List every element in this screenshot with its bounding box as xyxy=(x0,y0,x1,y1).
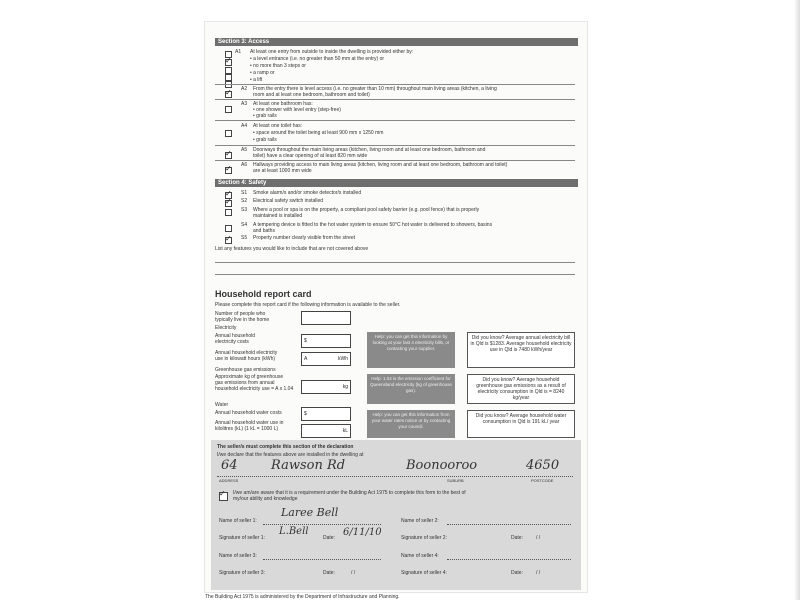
item-s1-text: Smoke alarm/s and/or smoke detector/s installed xyxy=(253,190,362,196)
elec-use-input[interactable] xyxy=(301,352,351,366)
help-box-gas: Help: 1.04 is the emission coefficient for Queensland electricity (kg of greenhouse gas). xyxy=(367,374,455,404)
elec-cost-input[interactable] xyxy=(301,334,351,348)
date-seller-4-value[interactable]: / / xyxy=(536,570,541,576)
name-seller-1-value[interactable]: Laree Bell xyxy=(281,506,339,519)
item-a3-text-2: • one shower with level entry (step-free) xyxy=(253,107,341,113)
gas-label-1: Approximate kg of greenhouse xyxy=(215,374,284,380)
item-a1-lift: • a lift xyxy=(250,77,263,83)
did-you-know-electricity: Did you know? Average annual electricity bill in Qld is $1283. Average household electricity use in Qld is 7480 kWh/year xyxy=(467,332,575,368)
name-seller-4-line[interactable] xyxy=(447,559,571,560)
date-seller-1-value[interactable]: 6/11/10 xyxy=(343,527,382,538)
water-header: Water xyxy=(215,402,229,408)
people-label-2: typically live in the home xyxy=(215,317,270,323)
item-s4-code: S4 xyxy=(241,222,248,228)
checkbox-s5[interactable] xyxy=(225,237,232,244)
declaration-text: I/we declare that the features above are installed in the dwelling at xyxy=(217,452,364,458)
signature-seller-4-label: Signature of seller 4: xyxy=(401,570,447,576)
gas-unit: kg xyxy=(342,384,348,390)
item-a4-text-3: • grab rails xyxy=(253,137,277,143)
elec-use-prefix: A xyxy=(304,356,308,362)
checkbox-s4[interactable] xyxy=(225,225,232,232)
suburb-caption: SUBURB xyxy=(447,478,464,483)
item-s3-code: S3 xyxy=(241,207,248,213)
water-cost-label: Annual household water costs xyxy=(215,410,282,416)
declaration-section xyxy=(211,440,581,590)
water-currency: $ xyxy=(304,411,307,417)
item-s4-text-2: and baths xyxy=(253,228,275,234)
address-suburb[interactable]: Boonooroo xyxy=(406,458,478,473)
gas-input[interactable] xyxy=(301,380,351,394)
name-seller-2-label: Name of seller 2: xyxy=(401,518,439,524)
checkbox-s2[interactable] xyxy=(225,200,232,207)
checkbox-a2[interactable] xyxy=(225,91,232,98)
date-seller-1-label: Date: xyxy=(323,535,335,541)
gas-label-3: household electricity use = A x 1.04 xyxy=(215,386,294,392)
address-postcode[interactable]: 4650 xyxy=(526,458,560,473)
footer-note: The Building Act 1975 is administered by the Department of Infrastructure and Planning. xyxy=(205,594,400,600)
item-s5-text: Property number clearly visible from the street xyxy=(253,235,355,241)
item-s4-text-1: A tempering device is fitted to the hot water system to ensure 50°C hot water is delivered to showers, basins xyxy=(253,222,493,228)
item-a6-text-2: are at least 1000 mm wide xyxy=(253,168,312,174)
item-s3-text-1: Where a pool or spa is on the property, a compliant pool safety barrier (e.g. pool fence) that is properly xyxy=(253,207,480,213)
report-card-title: Household report card xyxy=(215,289,312,299)
help-box-electricity: Help: you can get this information by looking at your last 4 electricity bills, or contacting your supplier. xyxy=(367,332,455,368)
signature-seller-1-value[interactable]: L.Bell xyxy=(279,526,309,537)
item-a2-text-2: room and at least one bedroom, bathroom and toilet) xyxy=(253,92,370,98)
report-card-intro: Please complete this report card if the following information is available to the seller. xyxy=(215,302,401,308)
checkbox-a1-steps[interactable] xyxy=(225,67,232,74)
date-seller-4-label: Date: xyxy=(511,570,523,576)
item-a1-text: At least one entry from outside to inside the dwelling is provided either by: xyxy=(250,49,414,55)
name-seller-2-line[interactable] xyxy=(447,524,571,525)
item-a3-code: A3 xyxy=(241,101,248,107)
help-box-water: Help: you can get this information from your water rates notice or by contacting your council. xyxy=(367,410,455,438)
postcode-caption: POSTCODE xyxy=(531,478,554,483)
signature-seller-3-label: Signature of seller 3: xyxy=(219,570,265,576)
features-line-1[interactable] xyxy=(215,262,575,263)
name-seller-1-line xyxy=(263,524,381,525)
date-seller-2-label: Date: xyxy=(511,535,523,541)
checkbox-a4[interactable] xyxy=(225,130,232,137)
item-s2-text: Electrical safety switch installed xyxy=(253,198,324,204)
divider xyxy=(215,84,575,85)
item-a3-text-3: • grab rails xyxy=(253,113,277,119)
item-a6-code: A6 xyxy=(241,162,248,168)
item-a5-text-2: toilet) have a clear opening of at least 820 mm wide xyxy=(253,153,368,159)
item-a5-text-1: Doorways throughout the main living areas (kitchen, living room and at least one bedroom, bathroom and xyxy=(253,147,486,153)
elec-use-unit: kWh xyxy=(338,356,348,362)
item-a2-code: A2 xyxy=(241,86,248,92)
item-a1-steps: • no more than 3 steps or xyxy=(250,63,306,69)
item-s1-code: S1 xyxy=(241,190,248,196)
checkbox-a1-level-entrance[interactable] xyxy=(225,59,232,66)
date-seller-3-value[interactable]: / / xyxy=(351,570,356,576)
address-caption: ADDRESS xyxy=(219,478,239,483)
aware-checkbox[interactable] xyxy=(219,492,228,501)
item-s3-text-2: maintained is installed xyxy=(253,213,303,219)
address-number[interactable]: 64 xyxy=(221,458,238,473)
water-use-label-1: Annual household water use in xyxy=(215,420,284,426)
address-street[interactable]: Rawson Rd xyxy=(271,458,346,473)
water-cost-input[interactable] xyxy=(301,407,351,421)
item-a1-ramp: • a ramp or xyxy=(250,70,275,76)
currency-symbol: $ xyxy=(304,338,307,344)
section-4-header: Section 4: Safety xyxy=(215,179,578,187)
section-3-header: Section 3: Access xyxy=(215,38,578,46)
water-use-label-2: kilolitres (kL) (1 kL = 1000 L) xyxy=(215,426,279,432)
people-count-input[interactable] xyxy=(301,311,351,325)
item-a1-level-entrance: • a level entrance (i.e. no greater than 50 mm at the entry) or xyxy=(250,56,385,62)
declaration-header: The seller/s must complete this section of the declaration xyxy=(217,444,354,450)
item-a2-text-1: From the entry there is level access (i.e. no greater than 10 mm) throughout main living areas (kitchen, a living xyxy=(253,86,497,92)
did-you-know-gas: Did you know? Average household greenhouse gas emissions as a result of electricity consumption in Qld is = 8240 kg/year xyxy=(467,374,575,404)
item-a1-code: A1 xyxy=(235,49,242,55)
elec-use-label-2: use in kilowatt hours (kWh) xyxy=(215,356,276,362)
water-use-input[interactable] xyxy=(301,424,351,438)
name-seller-1-label: Name of seller 1: xyxy=(219,518,257,524)
elec-cost-label-2: electricity costs xyxy=(215,339,249,345)
name-seller-3-line[interactable] xyxy=(263,559,381,560)
features-line-2[interactable] xyxy=(215,274,575,275)
people-label-1: Number of people who xyxy=(215,311,266,317)
elec-cost-label-1: Annual household xyxy=(215,333,256,339)
gas-header: Greenhouse gas emissions xyxy=(215,367,276,373)
name-seller-3-label: Name of seller 3: xyxy=(219,553,257,559)
elec-use-label-1: Annual household electricity xyxy=(215,350,278,356)
gas-label-2: gas emissions from annual xyxy=(215,380,275,386)
date-seller-3-label: Date: xyxy=(323,570,335,576)
did-you-know-water: Did you know? Average household water consumption in Qld is 191 kL/ year xyxy=(467,410,575,438)
name-seller-4-label: Name of seller 4: xyxy=(401,553,439,559)
item-s2-code: S2 xyxy=(241,198,248,204)
date-seller-2-value[interactable]: / / xyxy=(536,535,541,541)
scan-edge xyxy=(794,0,800,600)
address-line xyxy=(217,476,573,477)
water-use-unit: kL xyxy=(342,428,348,434)
checkbox-a6[interactable] xyxy=(225,167,232,174)
scanned-form-page xyxy=(205,22,587,600)
item-a4-code: A4 xyxy=(241,123,248,129)
divider xyxy=(215,145,575,146)
divider xyxy=(215,99,575,100)
item-s5-code: S5 xyxy=(241,235,248,241)
aware-text-2: my/our ability and knowledge xyxy=(233,496,298,502)
electricity-header: Electricity xyxy=(215,325,237,331)
list-features-prompt: List any features you would like to include that are not covered above xyxy=(215,246,369,252)
item-a4-text-2: • space around the toilet being at least 900 mm x 1250 mm xyxy=(253,130,384,136)
item-a3-text-1: At least one bathroom has: xyxy=(253,101,313,107)
checkbox-a5[interactable] xyxy=(225,152,232,159)
aware-text-1: I/we am/are aware that it is a requirement under the Building Act 1975 to complete this form to the best of xyxy=(233,490,466,496)
signature-seller-1-label: Signature of seller 1: xyxy=(219,535,265,541)
item-a5-code: A5 xyxy=(241,147,248,153)
divider xyxy=(215,160,575,161)
checkbox-s3[interactable] xyxy=(225,209,232,216)
item-a6-text-1: Hallways providing access to main living areas (kitchen, living room and at least one bedroom, bathroom and toilet) xyxy=(253,162,508,168)
divider xyxy=(215,120,575,121)
signature-seller-2-label: Signature of seller 2: xyxy=(401,535,447,541)
checkbox-a1-ramp[interactable] xyxy=(225,74,232,81)
item-a4-text-1: At least one toilet has: xyxy=(253,123,303,129)
checkbox-a3[interactable] xyxy=(225,106,232,113)
